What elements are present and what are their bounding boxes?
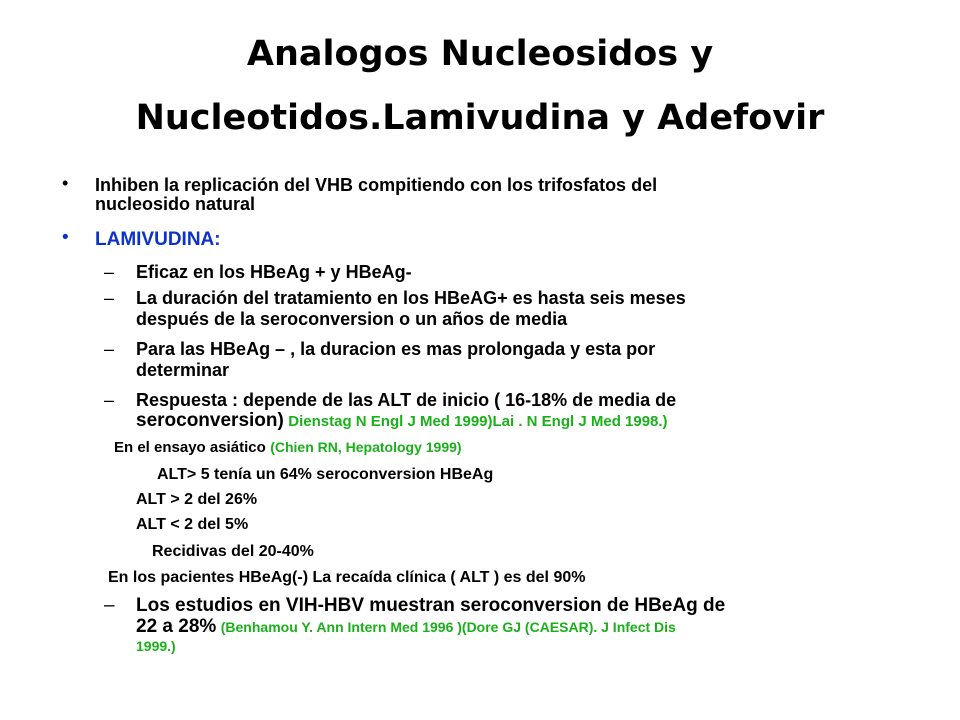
item2-line1: La duración del tratamiento en los HBeAG+ es hasta seis meses xyxy=(136,288,686,308)
ensayo-row xyxy=(114,438,462,457)
item1-dash: – xyxy=(104,262,115,282)
slide-title xyxy=(60,22,900,150)
bullet-2-marker: • xyxy=(62,227,69,248)
recidivas-text: Recidivas del 20-40% xyxy=(152,543,314,560)
ensayo-text: En el ensayo asiático xyxy=(114,439,266,456)
slide-title-line2: Nucleotidos.Lamivudina y Adefovir xyxy=(135,98,825,138)
item5-line2: 22 a 28% xyxy=(136,616,217,637)
intro-line1: Inhiben la replicación del VHB compitiendo con los trifosfatos del xyxy=(95,175,658,195)
altlt2-text: ALT < 2 del 5% xyxy=(136,516,249,533)
item3-dash: – xyxy=(104,339,115,359)
item3-line1: Para las HBeAg – , la duracion es mas prolongada y esta por xyxy=(136,339,656,359)
item4-line2-row xyxy=(136,410,668,433)
item5-reference-line1: (Benhamou Y. Ann Intern Med 1996 )(Dore GJ (CAESAR). J Infect Dis xyxy=(220,619,676,635)
alt2-text: ALT > 2 del 26% xyxy=(136,491,258,508)
item5-line1: Los estudios en VIH-HBV muestran seroconversion de HBeAg de xyxy=(136,595,726,616)
bullet-1-marker: • xyxy=(62,173,69,193)
item2-line2: después de la seroconversion o un años de media xyxy=(136,309,568,329)
item4-reference: Dienstag N Engl J Med 1999)Lai . N Engl J Med 1998.) xyxy=(288,413,668,430)
item3-line2: determinar xyxy=(136,360,230,380)
intro-line2: nucleosido natural xyxy=(95,194,256,214)
slide-title-line1: Analogos Nucleosidos y xyxy=(246,34,714,74)
lamivudina-heading: LAMIVUDINA: xyxy=(95,229,221,250)
item5-reference-line2: 1999.) xyxy=(136,638,176,654)
item5-dash: – xyxy=(104,595,115,616)
item5-line2-row xyxy=(136,616,676,638)
item4-dash: – xyxy=(104,390,115,410)
item2-dash: – xyxy=(104,288,115,308)
item4-line1: Respuesta : depende de las ALT de inicio ( 16-18% de media de xyxy=(136,390,677,410)
alt5-text: ALT> 5 tenía un 64% seroconversion HBeAg xyxy=(157,466,494,483)
pacientes-text: En los pacientes HBeAg(-) La recaída clínica ( ALT ) es del 90% xyxy=(108,569,586,586)
item4-line2: seroconversion) xyxy=(136,410,284,431)
ensayo-reference: (Chien RN, Hepatology 1999) xyxy=(270,439,462,455)
item1-text: Eficaz en los HBeAg + y HBeAg- xyxy=(136,262,412,282)
